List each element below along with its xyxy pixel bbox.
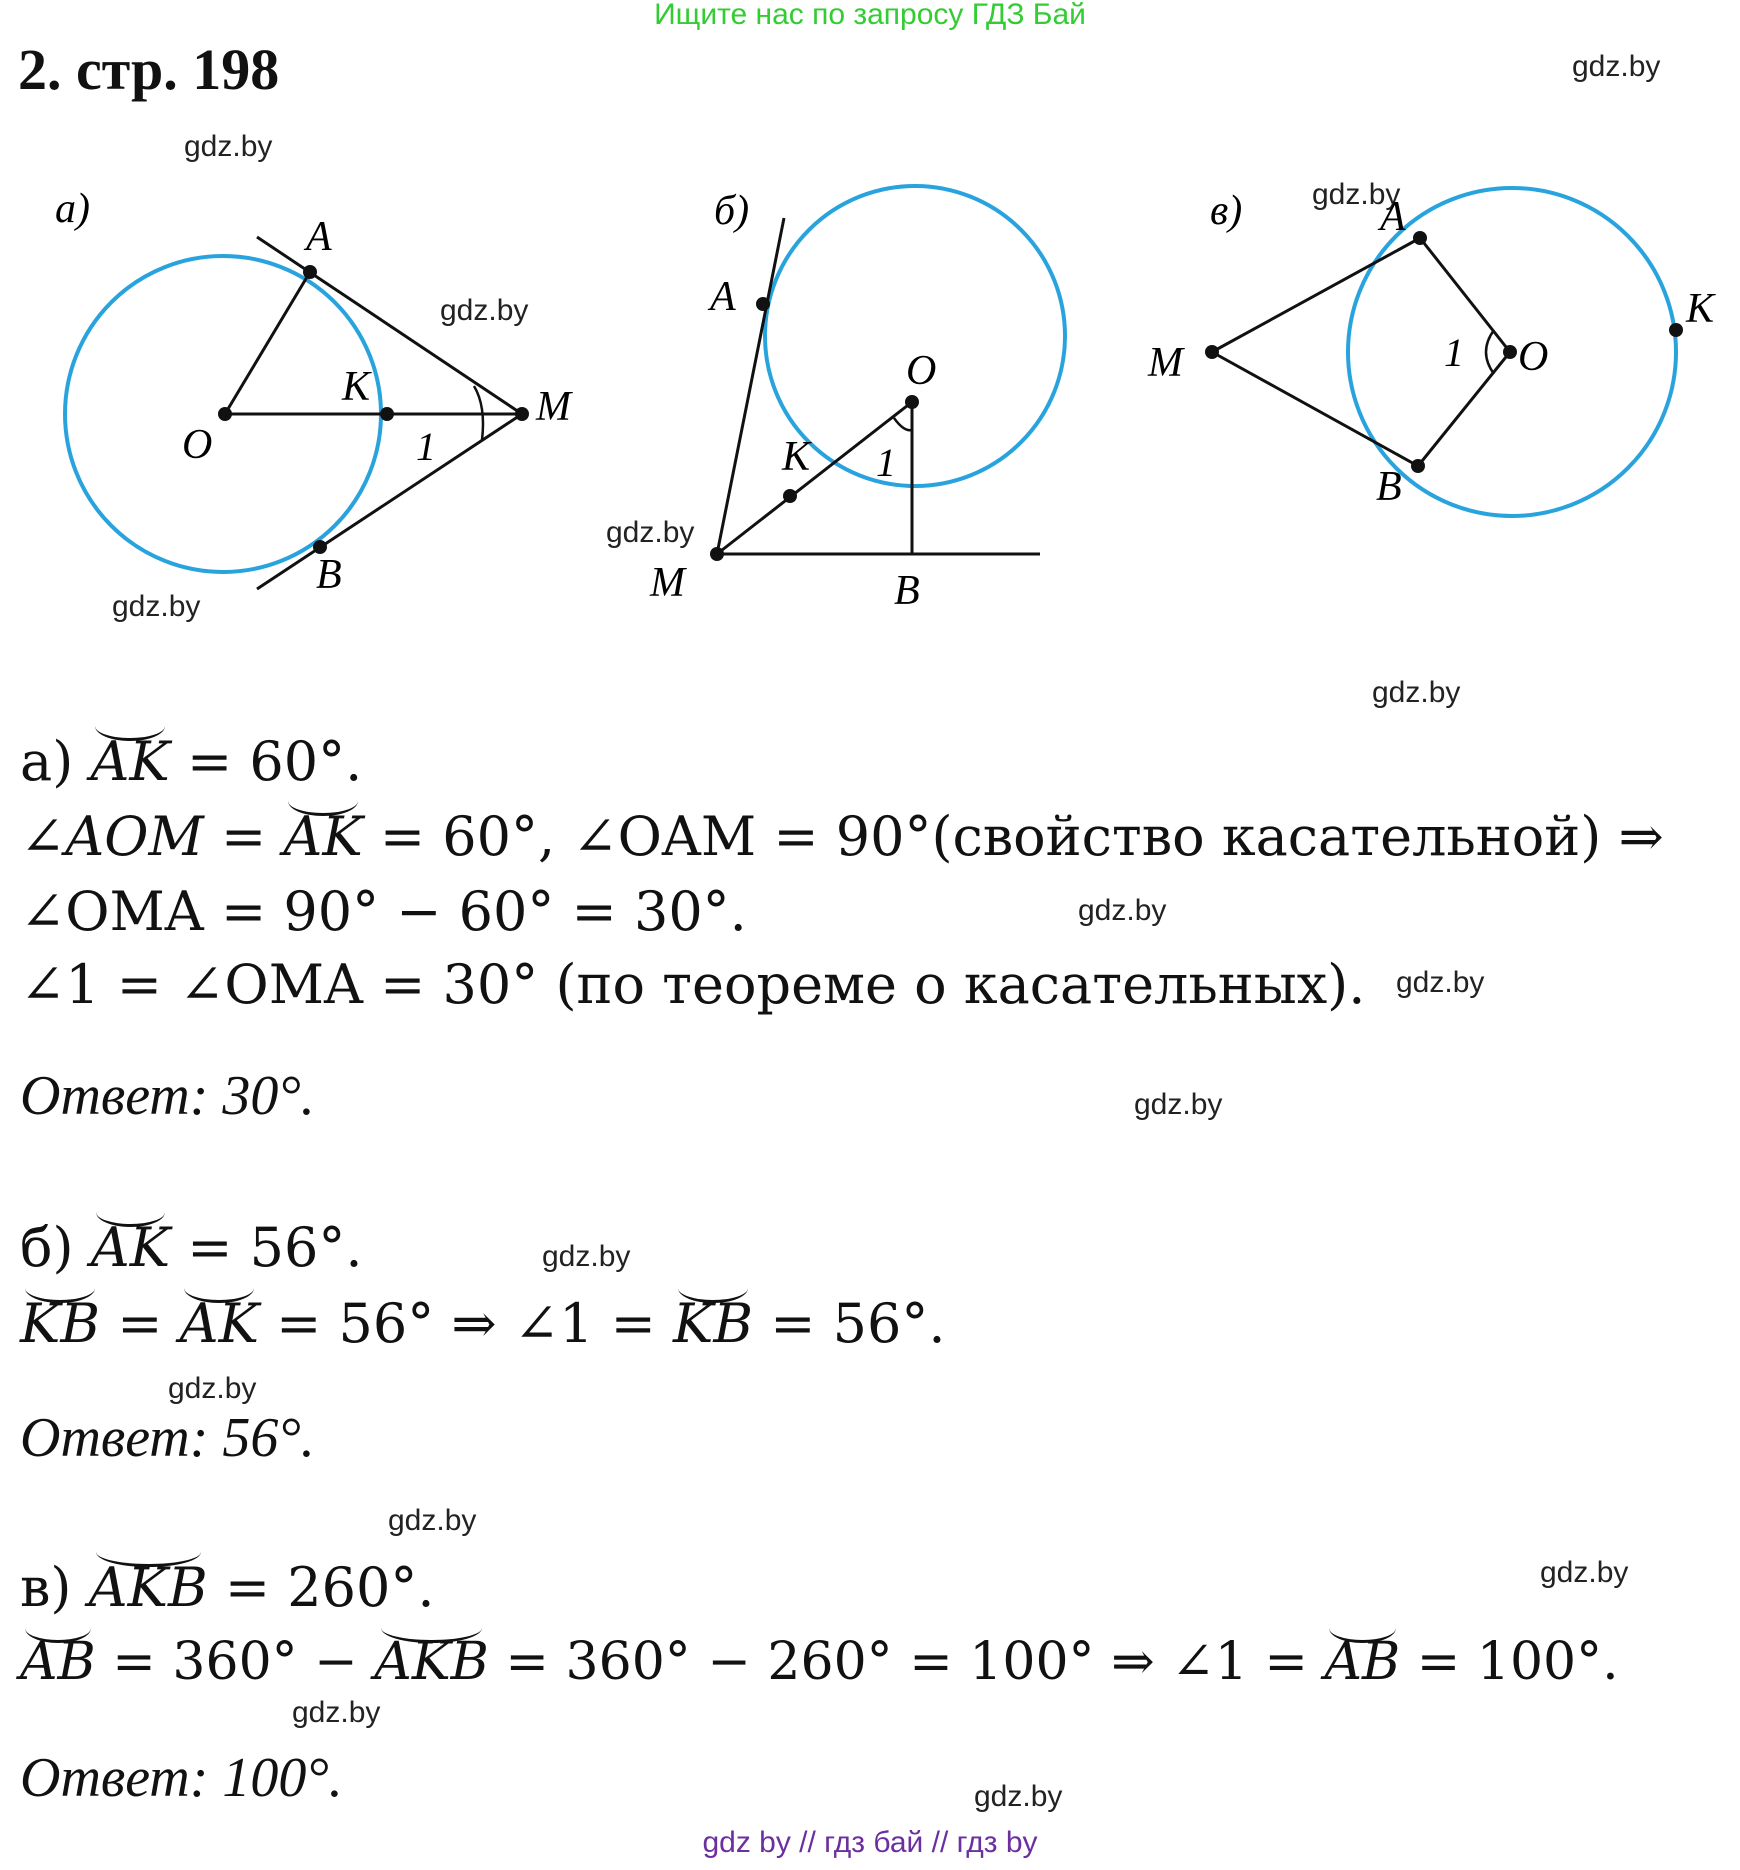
- figure-a-point-a: [303, 265, 317, 279]
- figure-b-caption: б): [714, 188, 750, 234]
- figure-a-label-angle: 1: [416, 424, 436, 469]
- figure-b-label-m: M: [650, 560, 685, 606]
- figure-a-label-k: K: [342, 364, 371, 410]
- solution-c-answer: Ответ: 100°.: [20, 1747, 343, 1809]
- figure-c-label-k: K: [1686, 286, 1715, 332]
- figure-b-point-m: [710, 547, 724, 561]
- figure-c-point-b: [1411, 459, 1425, 473]
- arc-ab: AB: [1324, 1632, 1401, 1692]
- figure-b-angle-arc: [894, 418, 912, 430]
- search-banner[interactable]: Ищите нас по запросу ГДЗ Бай: [654, 0, 1086, 31]
- watermark: gdz.by: [974, 1780, 1063, 1813]
- watermark: gdz.by: [1540, 1556, 1629, 1589]
- figure-b-label-angle: 1: [876, 440, 896, 485]
- figure-c-label-b: B: [1376, 464, 1402, 510]
- watermark: gdz.by: [1312, 178, 1401, 211]
- figure-c-point-o: [1503, 345, 1517, 359]
- figure-c-radius-ob: [1418, 352, 1510, 466]
- solution-a-line1: ∠AOM = AK = 60°, ∠OAM = 90°(свойство касательной) ⇒: [20, 805, 1664, 868]
- figure-a-label-b: B: [316, 552, 342, 598]
- solution-a-answer: Ответ: 30°.: [20, 1065, 315, 1127]
- figure-a-point-k: [380, 407, 394, 421]
- solution-a-given: а) AK = 60°.: [20, 730, 363, 793]
- figure-b-label-k: K: [782, 434, 811, 480]
- watermark: gdz.by: [1078, 894, 1167, 927]
- figure-a-point-m: [515, 407, 529, 421]
- figure-c-label-a: A: [1380, 194, 1406, 240]
- figure-b-point-k: [783, 489, 797, 503]
- figure-b: [649, 186, 1065, 614]
- watermark: gdz.by: [112, 590, 201, 623]
- figure-a-point-o: [218, 407, 232, 421]
- figure-a-label-m: M: [536, 384, 571, 430]
- footer-links[interactable]: gdz by // гдз бай // гдз by: [702, 1826, 1038, 1859]
- arc-kb: KB: [673, 1292, 754, 1355]
- arc-akb: AKB: [88, 1556, 208, 1619]
- watermark: gdz.by: [606, 516, 695, 549]
- figure-c-tangent-mb: [1212, 352, 1418, 466]
- figure-a-label-a: A: [306, 214, 332, 260]
- watermark: gdz.by: [440, 294, 529, 327]
- figure-c-tangent-ma: [1212, 238, 1420, 352]
- figure-c-label-angle: 1: [1444, 330, 1464, 375]
- figure-c-angle-arc: [1486, 330, 1494, 374]
- arc-akb: AKB: [374, 1632, 489, 1692]
- figure-c: [1147, 188, 1716, 516]
- figure-b-label-b: B: [894, 568, 920, 614]
- watermark: gdz.by: [292, 1696, 381, 1729]
- figure-c-point-a: [1413, 231, 1427, 245]
- watermark: gdz.by: [1372, 676, 1461, 709]
- solution-c-given: в) AKB = 260°.: [20, 1556, 435, 1619]
- figure-c-point-k: [1669, 323, 1683, 337]
- figure-c-caption: в): [1210, 188, 1243, 234]
- arc-ak: AK: [283, 805, 363, 868]
- figure-a-caption: а): [55, 186, 90, 232]
- watermark: gdz.by: [1396, 966, 1485, 999]
- figure-b-label-o: O: [906, 348, 937, 394]
- solution-b-given: б) AK = 56°.: [20, 1216, 363, 1279]
- arc-kb: KB: [20, 1292, 101, 1355]
- watermark: gdz.by: [388, 1504, 477, 1537]
- figure-c-point-m: [1205, 345, 1219, 359]
- figure-a-tangent-mb: [257, 414, 522, 589]
- arc-ab: AB: [20, 1632, 96, 1692]
- figure-c-label-o: O: [1518, 334, 1549, 380]
- watermark: gdz.by: [1134, 1088, 1223, 1121]
- figure-c-label-m: M: [1148, 340, 1183, 386]
- solution-c-line1: AB = 360° − AKB = 360° − 260° = 100° ⇒ ∠1 = AB = 100°.: [20, 1632, 1619, 1692]
- watermark: gdz.by: [542, 1240, 631, 1273]
- watermark: gdz.by: [1572, 50, 1661, 83]
- figure-a-radius-oa: [225, 272, 310, 414]
- figure-c-radius-oa: [1420, 238, 1510, 352]
- arc-ak: AK: [90, 1216, 171, 1279]
- solution-a-line2: ∠OMA = 90° − 60° = 30°.: [20, 880, 747, 943]
- arc-ak: AK: [179, 1292, 259, 1355]
- arc-ak: AK: [90, 730, 170, 793]
- watermark: gdz.by: [184, 130, 273, 163]
- figure-b-point-o: [905, 395, 919, 409]
- page-title: 2. стр. 198: [18, 37, 280, 102]
- figure-a-label-o: O: [182, 422, 213, 468]
- figure-b-label-a: A: [710, 274, 736, 320]
- figure-a: [55, 186, 573, 598]
- solution-a-line3: ∠1 = ∠OMA = 30° (по теореме о касательных).: [20, 953, 1366, 1016]
- solution-b-answer: Ответ: 56°.: [20, 1407, 315, 1469]
- figure-a-tangent-ma: [257, 237, 522, 414]
- figure-b-point-a: [756, 297, 770, 311]
- watermark: gdz.by: [168, 1372, 257, 1405]
- solution-b-line1: KB = AK = 56° ⇒ ∠1 = KB = 56°.: [20, 1292, 946, 1355]
- figures: [0, 180, 1740, 640]
